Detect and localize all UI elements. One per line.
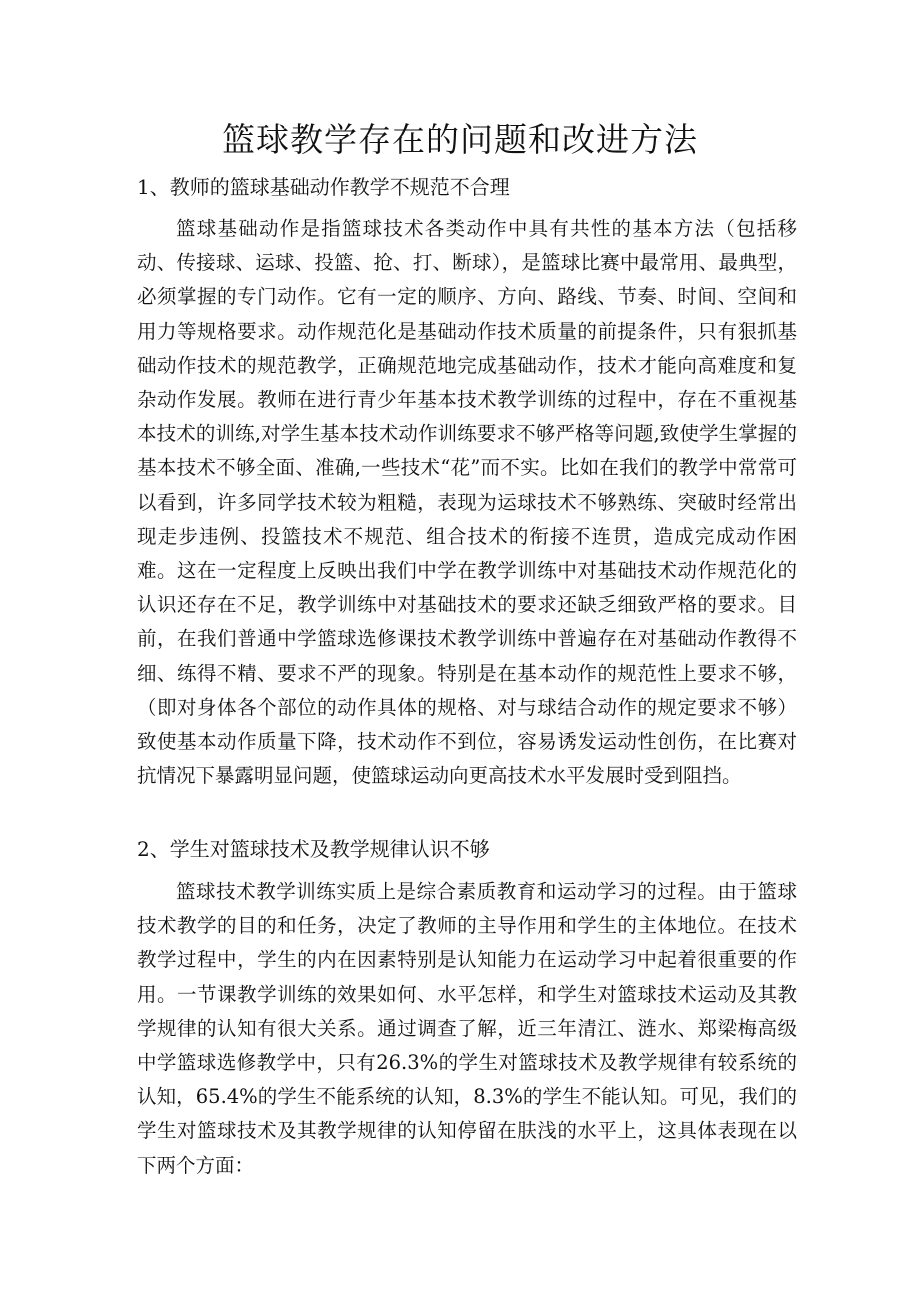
section-2-heading: 2、学生对篮球技术及教学规律认识不够 (137, 837, 490, 861)
section-2-paragraph: 篮球技术教学训练实质上是综合素质教育和运动学习的过程。由于篮球技术教学的目的和任务，决定了教师的主导作用和学生的主体地位。在技术教学过程中，学生的内在因素特别是认知能力在运动学习中起着很重要的作用。一节课教学训练的效果如何、水平怎样，和学生对篮球技术运动及其教学规律的认知有很大关系。通过调查了解，近三年清江、涟水、郑梁梅高级中学篮球选修教学中，只有26.3%的学生对篮球技术及教学规律有较系统的认知，65.4%的学生不能系统的认知，8.3%的学生不能认知。可见，我们的学生对篮球技术及其教学规律的认知停留在肤浅的水平上，这具体表现在以下两个方面： (137, 880, 797, 1177)
document-title: 篮球教学存在的问题和改进方法 (222, 120, 698, 159)
section-1-paragraph: 篮球基础动作是指篮球技术各类动作中具有共性的基本方法（包括移动、传接球、运球、投篮、抢、打、断球），是篮球比赛中最常用、最典型，必须掌握的专门动作。它有一定的顺序、方向、路线、节奏、时间、空间和用力等规格要求。动作规范化是基础动作技术质量的前提条件，只有狠抓基础动作技术的规范教学，正确规范地完成基础动作，技术才能向高难度和复杂动作发展。教师在进行青少年基本技术教学训练的过程中，存在不重视基本技术的训练,对学生基本技术动作训练要求不够严格等问题,致使学生掌握的基本技术不够全面、准确,一些技术“花”而不实。比如在我们的教学中常常可以看到，许多同学技术较为粗糙，表现为运球技术不够熟练、突破时经常出现走步违例、投篮技术不规范、组合技术的衔接不连贯，造成完成动作困难。这在一定程度上反映出我们中学在教学训练中对基础技术动作规范化的认识还存在不足，教学训练中对基础技术的要求还缺乏细致严格的要求。目前，在我们普通中学篮球选修课技术教学训练中普遍存在对基础动作教得不细、练得不精、要求不严的现象。特别是在基本动作的规范性上要求不够，（即对身体各个部位的动作具体的规格、对与球结合动作的规定要求不够）致使基本动作质量下降，技术动作不到位，容易诱发运动性创伤，在比赛对抗情况下暴露明显问题，使篮球运动向更高技术水平发展时受到阻挡。 (137, 217, 797, 788)
section-1-heading: 1、教师的篮球基础动作教学不规范不合理 (137, 175, 510, 199)
